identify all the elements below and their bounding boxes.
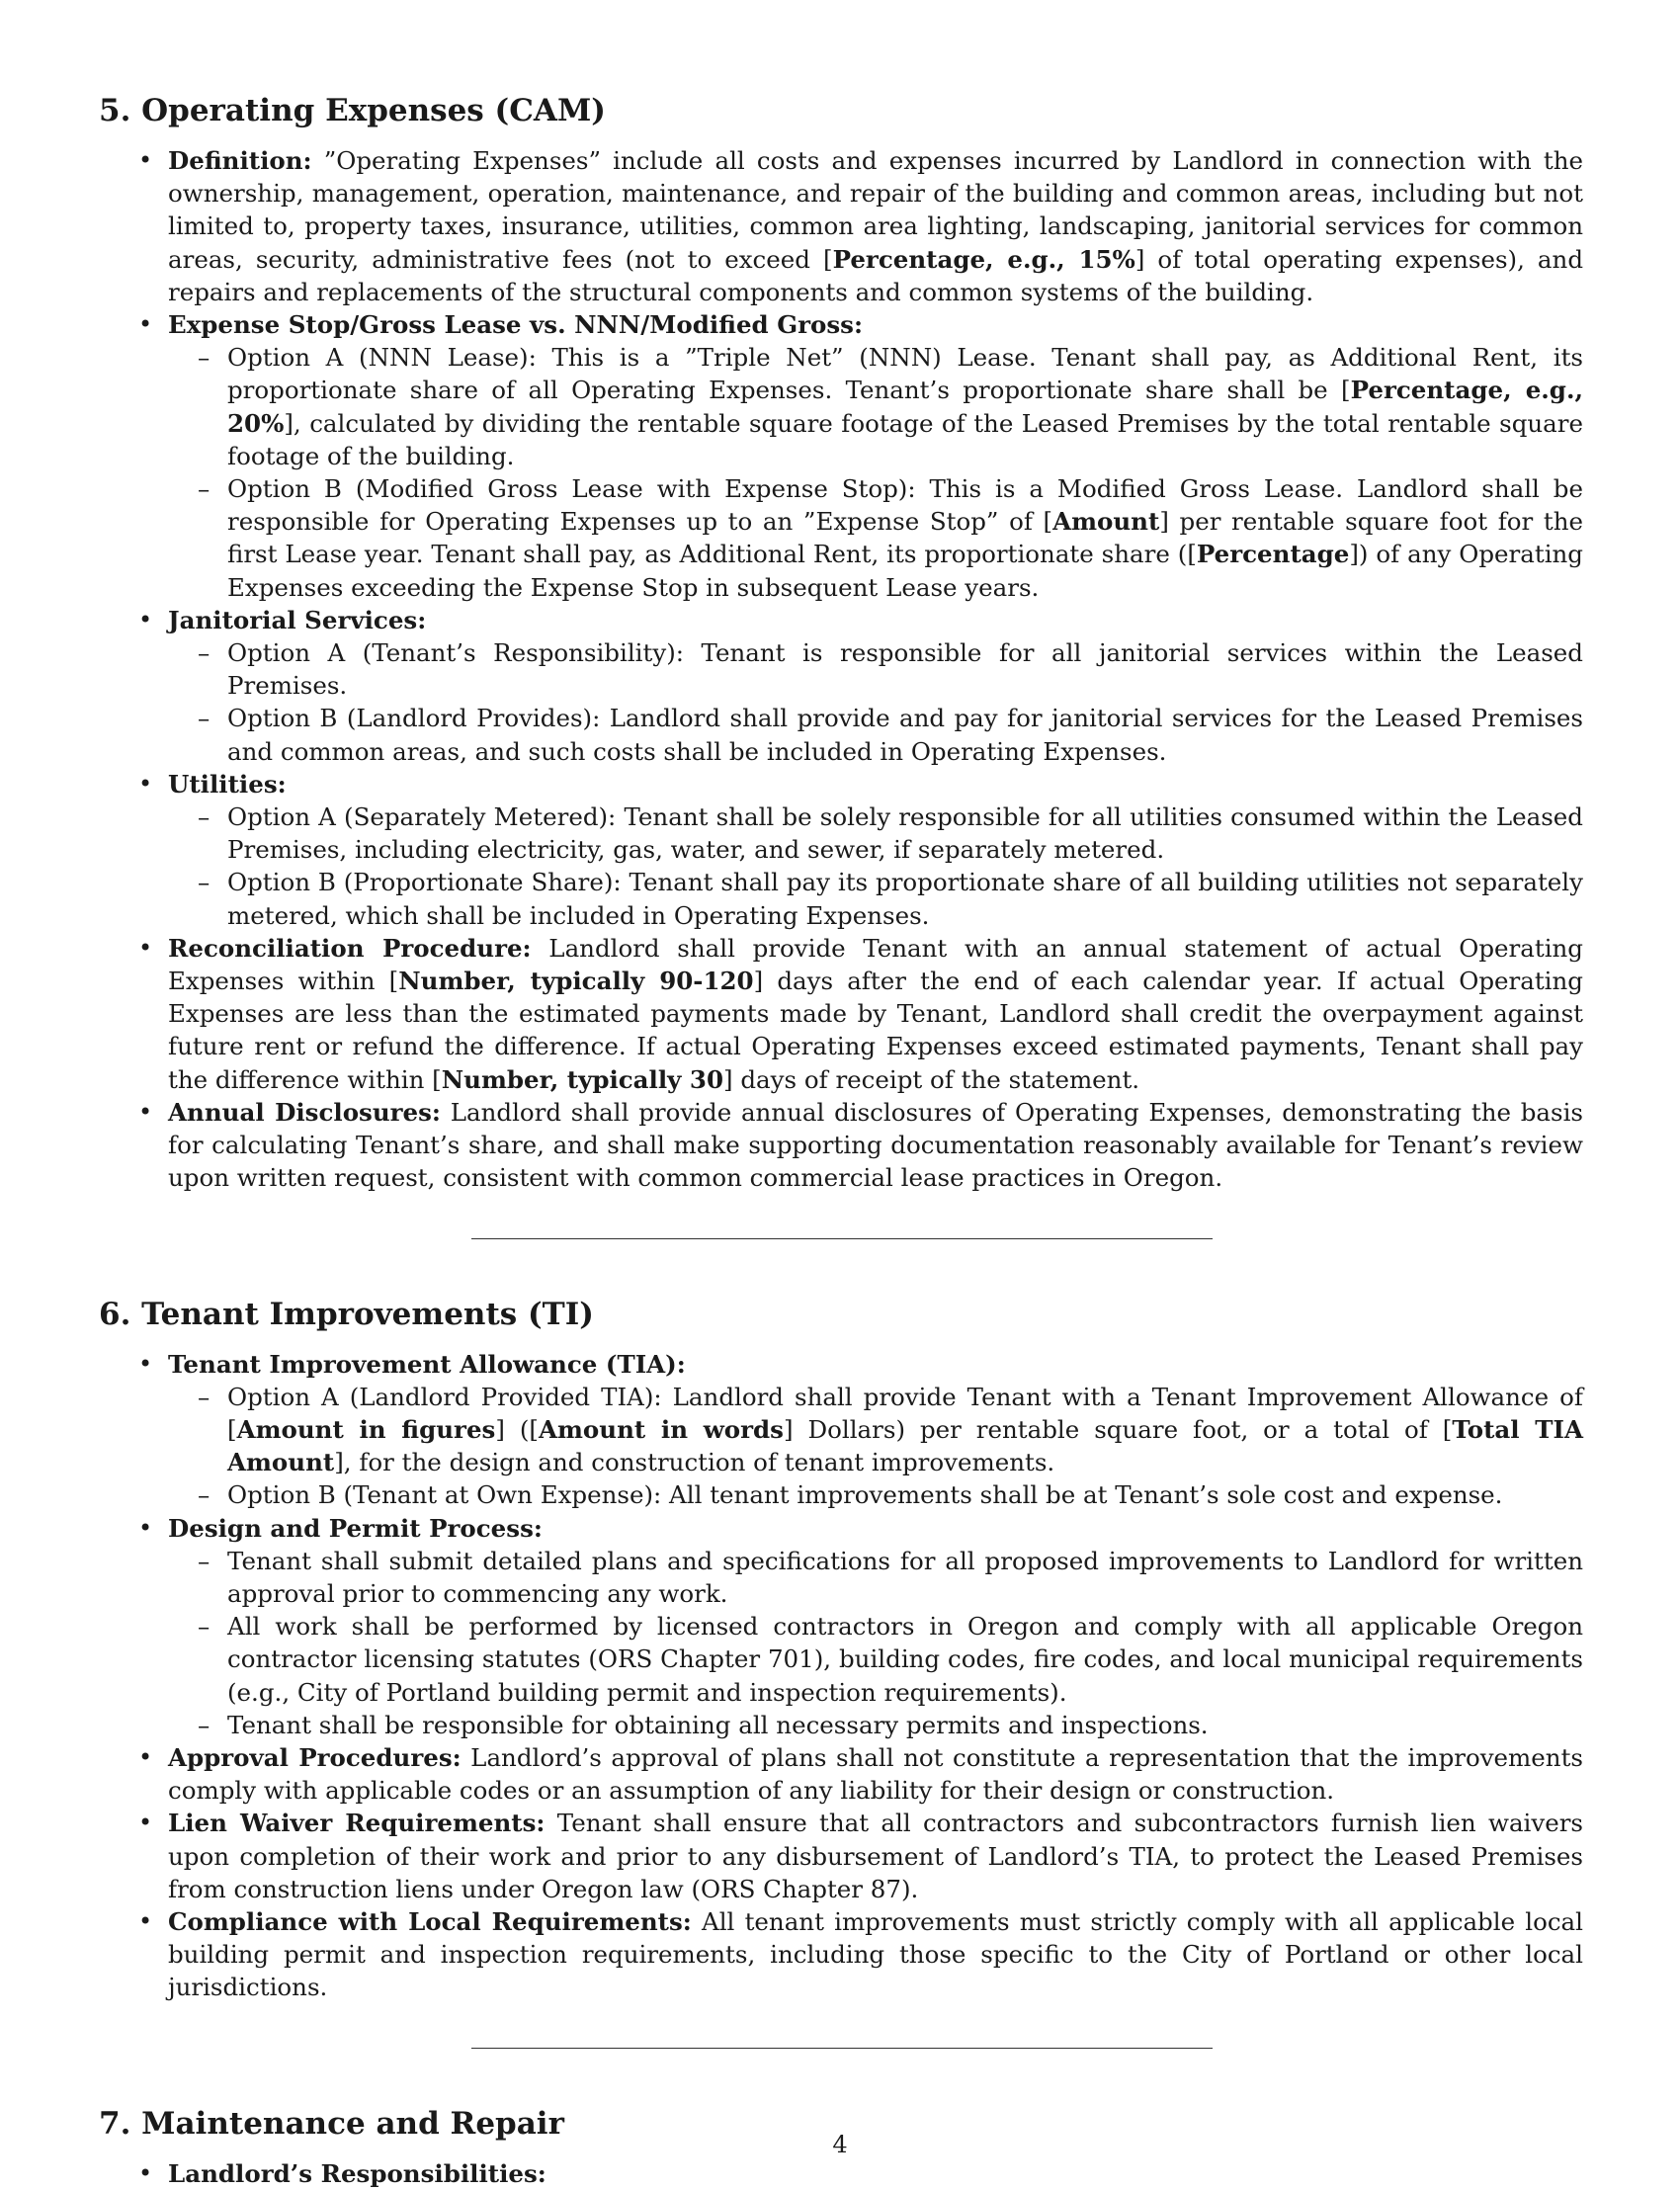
sub-list xyxy=(168,1381,1583,1512)
list-item xyxy=(168,932,1583,1096)
section-divider xyxy=(471,2048,1213,2049)
item-text: ], for the design and construction of tenant improvements. xyxy=(334,1448,1055,1477)
section-operating-expenses xyxy=(99,91,1583,1195)
item-label: Approval Procedures: xyxy=(168,1742,462,1772)
placeholder-text: Number, typically 30 xyxy=(441,1064,724,1094)
list-item xyxy=(168,604,1583,768)
item-text: Option A (Landlord Provided TIA): Landlord shall provide Tenant with a Tenant Improvement Allowance of [ xyxy=(227,1382,1583,1444)
item-label: Utilities: xyxy=(168,769,287,799)
list-item xyxy=(168,768,1583,932)
sub-item: – Tenant shall be responsible for obtaining all necessary permits and inspections. xyxy=(227,1709,1583,1741)
item-text: Landlord’s approval of plans shall not constitute a representation that the improvements comply with applicable codes or an assumption of any liability for their design or construction. xyxy=(168,1742,1583,1806)
item-text: Tenant shall ensure that all contractors and subcontractors furnish lien waivers upon completion of their work and prior to any disbursement of Landlord’s TIA, to protect the Leased Premises from construction liens under Oregon law (ORS Chapter 87). xyxy=(168,1809,1584,1903)
item-text: ] days of receipt of the statement. xyxy=(723,1064,1140,1094)
item-text: Landlord shall provide Tenant with an annual statement of actual Operating Expenses within [ xyxy=(168,933,1583,996)
item-label: Expense Stop/Gross Lease vs. NNN/Modified Gross: xyxy=(168,310,864,340)
placeholder-text: Number, typically 90-120 xyxy=(398,967,754,996)
placeholder-text: Amount in words xyxy=(538,1414,784,1444)
item-text: ] ([ xyxy=(495,1414,539,1444)
section-tenant-improvements xyxy=(99,1295,1583,2004)
item-text: ] of total operating expenses), and repairs and replacements of the structural components and common systems of the building. xyxy=(168,244,1583,306)
item-label: Compliance with Local Requirements: xyxy=(168,1906,692,1936)
placeholder-text: Amount xyxy=(1052,507,1160,537)
item-label: Annual Disclosures: xyxy=(168,1097,441,1127)
item-text: Option A (NNN Lease): This is a ”Triple Net” (NNN) Lease. Tenant shall pay, as Additional Rent, its proportionate share of all Operating Expenses. Tenant’s proportionate share shall be [ xyxy=(227,343,1583,405)
item-text: ]) of any Operating Expenses exceeding the Expense Stop in subsequent Lease years. xyxy=(227,540,1583,602)
item-text: Option B (Modified Gross Lease with Expense Stop): This is a Modified Gross Lease. Landlord shall be responsible for Operating Expenses up to an ”Expense Stop” of [ xyxy=(227,474,1583,537)
sub-item: – Option A (Separately Metered): Tenant shall be solely responsible for all utilities consumed within the Leased Premises, including electricity, gas, water, and sewer, if separately metered. xyxy=(227,800,1583,866)
document-page xyxy=(99,91,1583,2190)
list-item xyxy=(168,144,1583,308)
sub-item: – Option A (Tenant’s Responsibility): Tenant is responsible for all janitorial services within the Leased Premises. xyxy=(227,636,1583,702)
placeholder-text: Percentage, e.g., 15% xyxy=(832,244,1135,274)
item-label: Janitorial Services: xyxy=(168,605,427,634)
bullet-list xyxy=(99,2157,1583,2190)
list-item xyxy=(168,308,1583,604)
sub-list xyxy=(168,1545,1583,1741)
list-item xyxy=(168,1512,1583,1741)
sub-item: – Option B (Landlord Provides): Landlord shall provide and pay for janitorial services for the Leased Premises and common areas, and such costs shall be included in Operating Expenses. xyxy=(227,702,1583,767)
item-label: Reconciliation Procedure: xyxy=(168,933,532,963)
list-item xyxy=(168,1741,1583,1807)
sub-list xyxy=(168,636,1583,768)
sub-item xyxy=(227,472,1583,604)
item-label: Lien Waiver Requirements: xyxy=(168,1809,546,1838)
item-text: All tenant improvements must strictly comply with all applicable local building permit and inspection requirements, including those specific to the City of Portland or other local jurisdictions. xyxy=(168,1906,1583,2002)
item-label: Design and Permit Process: xyxy=(168,1513,543,1543)
sub-list xyxy=(168,800,1583,932)
bullet-list xyxy=(99,1348,1583,2004)
list-item xyxy=(168,2157,1583,2190)
item-text: ”Operating Expenses” include all costs and expenses incurred by Landlord in connection with the ownership, management, operation, maintenance, and repair of the building and common areas, including but not limited to, property taxes, insurance, utilities, common area lighting, landscaping, janitorial services for common areas, security, administrative fees (not to exceed [ xyxy=(168,146,1583,274)
item-label: Landlord’s Responsibilities: xyxy=(168,2158,546,2188)
page-number: 4 xyxy=(832,2131,848,2158)
sub-item: – Option B (Tenant at Own Expense): All tenant improvements shall be at Tenant’s sole cost and expense. xyxy=(227,1478,1583,1511)
list-item xyxy=(168,1348,1583,1512)
list-item xyxy=(168,1905,1583,2004)
placeholder-text: Total TIA Amount xyxy=(227,1414,1583,1477)
sub-item xyxy=(227,341,1583,472)
item-label: Tenant Improvement Allowance (TIA): xyxy=(168,1349,686,1379)
list-item xyxy=(168,1807,1583,1905)
section-divider xyxy=(471,1238,1213,1239)
item-text: Landlord shall provide annual disclosures of Operating Expenses, demonstrating the basis for calculating Tenant’s share, and shall make supporting documentation reasonably available for Tenant’s review upon written request, consistent with common commercial lease practices in Oregon. xyxy=(168,1097,1584,1193)
sub-item: – Option B (Proportionate Share): Tenant shall pay its proportionate share of all building utilities not separately metered, which shall be included in Operating Expenses. xyxy=(227,866,1583,931)
list-item xyxy=(168,1096,1583,1195)
item-text: ] Dollars) per rentable square foot, or a total of [ xyxy=(783,1414,1453,1444)
sub-item xyxy=(227,1381,1583,1479)
sub-item: – All work shall be performed by licensed contractors in Oregon and comply with all applicable Oregon contractor licensing statutes (ORS Chapter 701), building codes, fire codes, and local municipal requirements (e.g., City of Portland building permit and inspection requirements). xyxy=(227,1610,1583,1709)
item-text: ] per rentable square foot for the first Lease year. Tenant shall pay, as Additional Rent, its proportionate share ([ xyxy=(227,507,1583,569)
item-label: Definition: xyxy=(168,146,312,175)
section-heading: 7. Maintenance and Repair xyxy=(99,2105,564,2142)
section-heading: 6. Tenant Improvements (TI) xyxy=(99,1296,594,1332)
section-heading: 5. Operating Expenses (CAM) xyxy=(99,93,606,128)
placeholder-text: Amount in figures xyxy=(236,1414,496,1444)
placeholder-text: Percentage, e.g., 20% xyxy=(227,376,1584,438)
placeholder-text: Percentage xyxy=(1196,540,1350,569)
bullet-list xyxy=(99,144,1583,1195)
sub-item: – Tenant shall submit detailed plans and specifications for all proposed improvements to Landlord for written approval prior to commencing any work. xyxy=(227,1545,1583,1610)
item-text: ], calculated by dividing the rentable square footage of the Leased Premises by the total rentable square footage of the building. xyxy=(227,408,1583,470)
item-text: ] days after the end of each calendar year. If actual Operating Expenses are less than the estimated payments made by Tenant, Landlord shall credit the overpayment against future rent or refund the difference. If actual Operating Expenses exceed estimated payments, Tenant shall pay the difference within [ xyxy=(168,967,1583,1094)
sub-list xyxy=(168,341,1583,604)
